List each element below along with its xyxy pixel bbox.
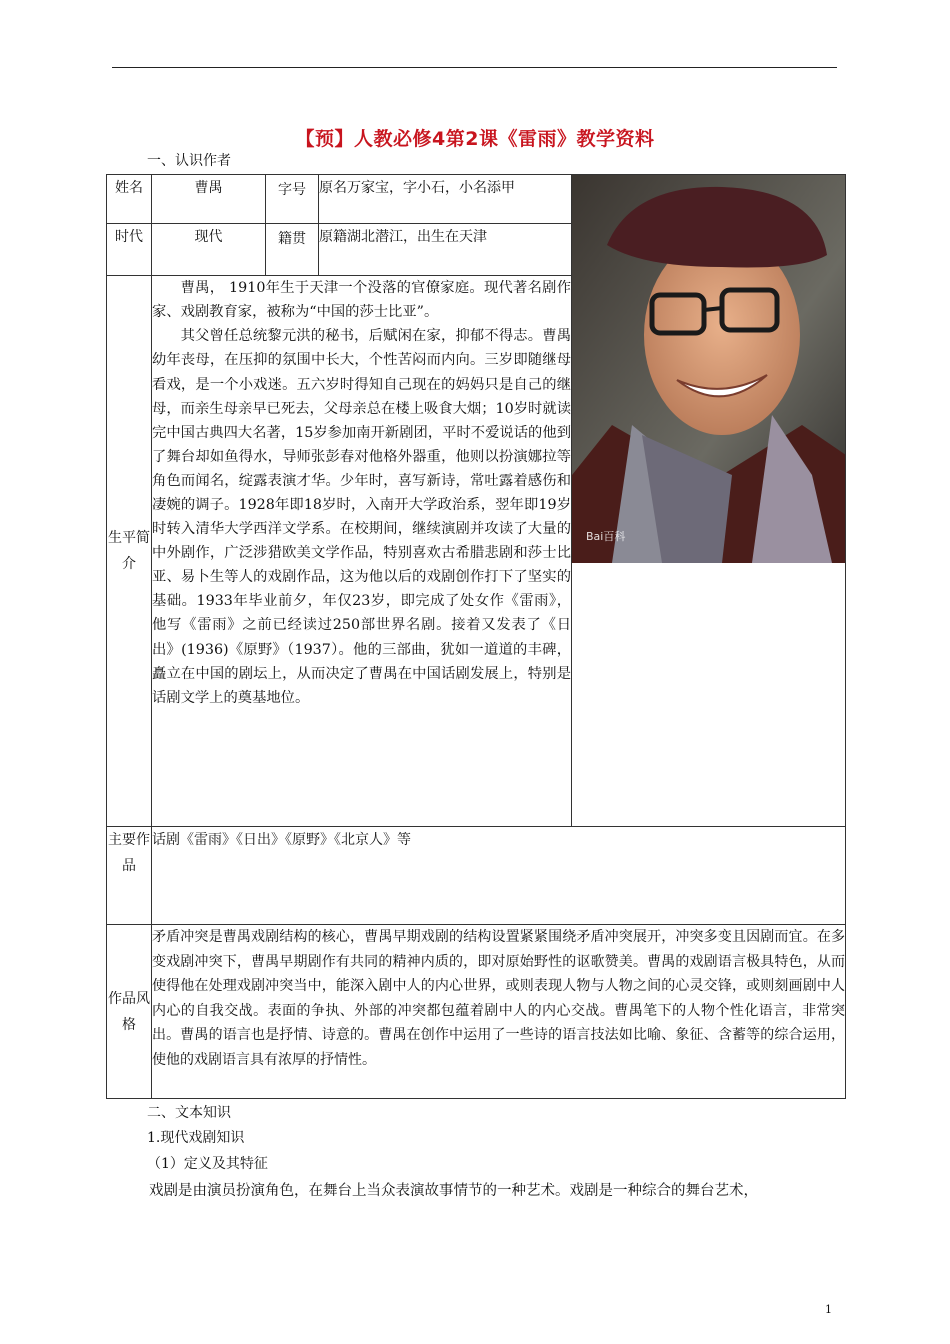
name-label: 姓名 [107,175,152,224]
era-label: 时代 [107,224,152,276]
biography-text [152,276,572,827]
author-photo-cell [572,175,846,827]
subheading-definition: （1）定义及其特征 [147,1156,268,1172]
origin-value: 原籍湖北潜江，出生在天津 [319,224,572,276]
page-number: 1 [825,1303,832,1316]
biography-label: 生平简介 [107,276,152,827]
style-value: 矛盾冲突是曹禺戏剧结构的核心，曹禺早期戏剧的结构设置紧紧围绕矛盾冲突展开，冲突多变且因剧而宜。在多变戏剧冲突下，曹禺早期剧作有共同的精神内质的，即对原始野性的讴歌赞美。曹禺的戏剧语言极具特色，从而使得他在处理戏剧冲突当中，能深入剧中人的内心世界，或则表现人物与人物之间的心灵交锋，或则刻画剧中人内心的自我交战。表面的争执、外部的冲突都包蕴着剧中人的内心交战。曹禺笔下的人物个性化语言，非常突出。曹禺的语言也是抒情、诗意的。曹禺在创作中运用了一些诗的语言技法如比喻、象征、含蓄等的综合运用，使他的戏剧语言具有浓厚的抒情性。 [152,925,846,1099]
works-label: 主要作品 [107,827,152,925]
courtesy-label: 字号 [266,175,319,224]
works-value: 话剧《雷雨》《日出》《原野》《北京人》等 [152,827,846,925]
era-value: 现代 [152,224,266,276]
name-value: 曹禺 [152,175,266,224]
section-heading-author: 一、认识作者 [147,153,231,169]
style-label: 作品风格 [107,925,152,1099]
document-title: 【预】人教必修4第2课《雷雨》教学资料 [295,128,655,150]
origin-label: 籍贯 [266,224,319,276]
biography-paragraph-2: 其父曾任总统黎元洪的秘书，后赋闲在家，抑郁不得志。曹禺幼年丧母，在压抑的氛围中长大，个性苦闷而内向。三岁即随继母看戏，是一个小戏迷。五六岁时得知自己现在的妈妈只是自己的继母，而亲生母亲早已死去，父母亲总在楼上吸食大烟；10岁时就读完中国古典四大名著，15岁参加南开新剧团，平时不爱说话的他到了舞台却如鱼得水，导师张彭春对他格外器重，他则以扮演娜拉等角色而闻名，绽露表演才华。少年时，喜写新诗，常吐露着感伤和凄婉的调子。1928年即18岁时，入南开大学政治系，翌年即19岁时转入清华大学西洋文学系。在校期间，继续演剧并攻读了大量的中外剧作，广泛涉猎欧美文学作品，特别喜欢古希腊悲剧和莎士比亚、易卜生等人的戏剧作品，这为他以后的戏剧创作打下了坚实的基础。1933年毕业前夕，年仅23岁，即完成了处女作《雷雨》，他写《雷雨》之前已经读过250部世界名剧。接着又发表了《日出》(1936)《原野》（1937）。他的三部曲，犹如一道道的丰碑，矗立在中国的剧坛上，从而决定了曹禺在中国话剧发展上，特别是话剧文学上的奠基地位。 [152,328,571,706]
watermark-text: Bai百科 [586,530,626,543]
subheading-drama: 1.现代戏剧知识 [147,1130,245,1146]
courtesy-value: 原名万家宝，字小石，小名添甲 [319,175,572,224]
definition-paragraph: 戏剧是由演员扮演角色，在舞台上当众表演故事情节的一种艺术。戏剧是一种综合的舞台艺术， [149,1183,758,1199]
section-heading-text: 二、文本知识 [147,1105,231,1121]
author-info-table [106,174,846,1099]
biography-paragraph-1: 曹禺， 1910年生于天津一个没落的官僚家庭。现代著名剧作家、戏剧教育家，被称为“中国的莎士比亚”。 [152,280,571,321]
author-photo [572,175,845,826]
portrait-image [572,175,845,826]
header-rule [112,67,837,68]
